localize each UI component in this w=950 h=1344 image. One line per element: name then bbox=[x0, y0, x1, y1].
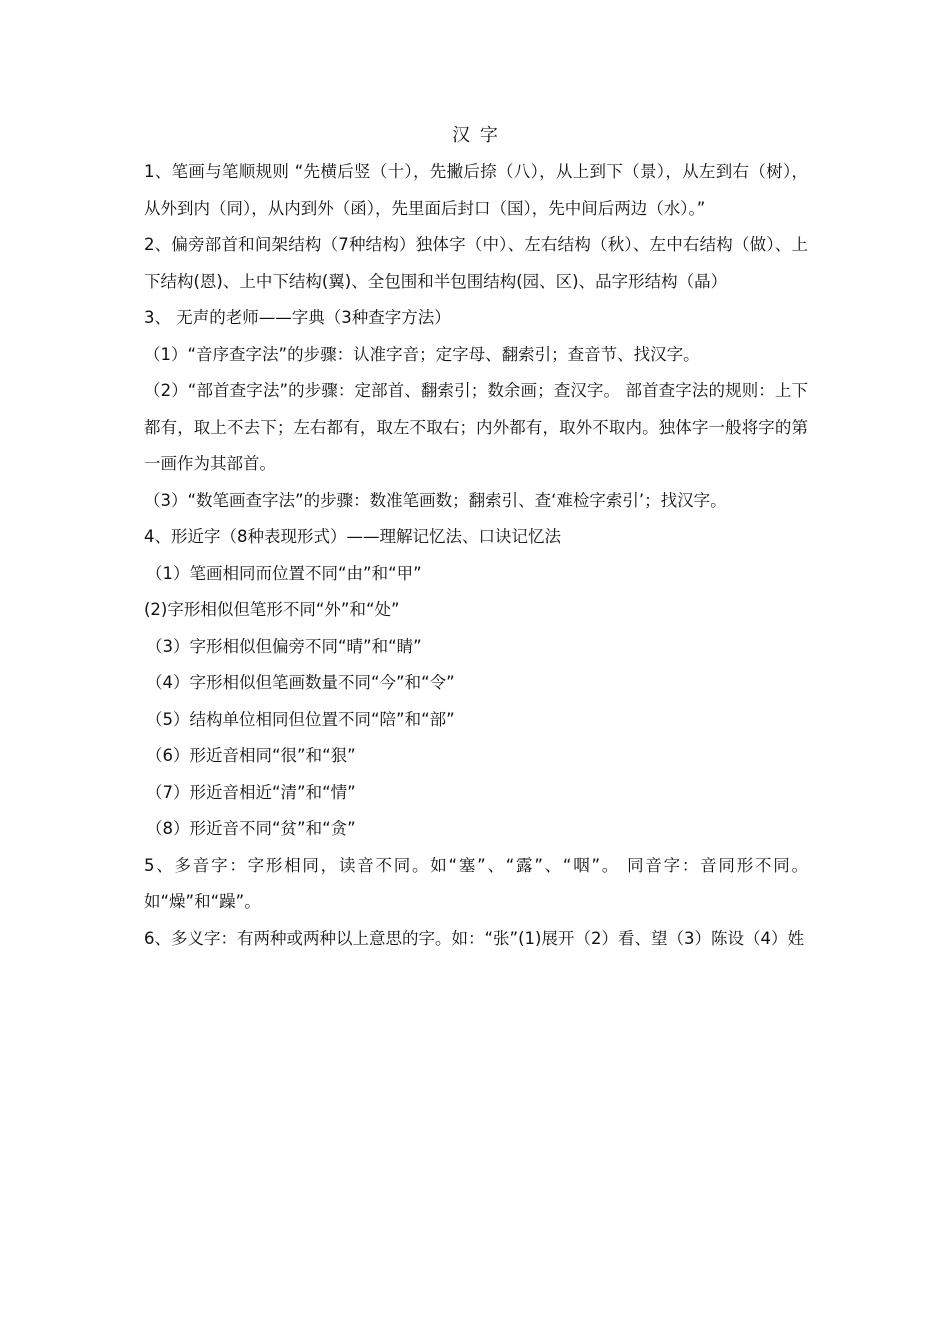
list-item: （4）字形相似但笔画数量不同“今”和“令” bbox=[146, 673, 455, 692]
list-item: (2)字形相似但笔形不同“外”和“处” bbox=[144, 600, 400, 619]
document-page bbox=[144, 118, 808, 957]
document-title: 汉 字 bbox=[452, 125, 500, 146]
paragraph-polysemous: 6、多义字：有两种或两种以上意思的字。如：“张”(1)展开（2）看、望（3）陈设（4）姓 bbox=[144, 928, 804, 948]
list-item: （1）笔画相同而位置不同“由”和“甲” bbox=[146, 563, 422, 583]
list-item: （7）形近音相近“清”和“情” bbox=[146, 782, 356, 802]
list-item: （8）形近音不同“贫”和“贪” bbox=[146, 819, 356, 838]
list-item: （6）形近音相同“很”和“狠” bbox=[146, 746, 356, 765]
paragraph-radicals-structure: 2、偏旁部首和间架结构（7种结构）独体字（中）、左右结构（秋）、左中右结构（做）、上下结构(恩)、上中下结构(翼)、全包围和半包围结构(园、区)、品字形结构（晶） bbox=[144, 235, 808, 291]
paragraph-stroke-lookup: （3）“数笔画查字法”的步骤：数准笔画数；翻索引、查‘难检字索引’；找汉字。 bbox=[144, 490, 727, 510]
paragraph-phonetic-lookup: （1）“音序查字法”的步骤：认准字音；定字母、翻索引；查音节、找汉字。 bbox=[144, 344, 700, 364]
paragraph-dictionary: 3、 无声的老师——字典（3种查字方法） bbox=[144, 308, 451, 327]
list-item: （5）结构单位相同但位置不同“陪”和“部” bbox=[146, 709, 455, 729]
paragraph-stroke-order: 1、笔画与笔顺规则 “先横后竖（十），先撇后捺（八），从上到下（景），从左到右（树），从外到内（同），从内到外（函），先里面后封口（国），先中间后两边（水）。” bbox=[144, 162, 808, 218]
paragraph-radical-lookup: （2）“部首查字法”的步骤：定部首、翻索引；数余画；查汉字。 部首查字法的规则：上下都有，取上不去下；左右都有，取左不取右；内外都有，取外不取内。独体字一般将字的第一画作为其部首。 bbox=[144, 381, 808, 473]
paragraph-polyphonic: 5、多音字：字形相同，读音不同。如“塞”、“露”、“咽”。 同音字：音同形不同。如“燥”和“躁”。 bbox=[144, 855, 808, 911]
list-item: （3）字形相似但偏旁不同“晴”和“睛” bbox=[146, 636, 422, 656]
paragraph-similar-chars: 4、形近字（8种表现形式）——理解记忆法、口诀记忆法 bbox=[144, 527, 561, 546]
